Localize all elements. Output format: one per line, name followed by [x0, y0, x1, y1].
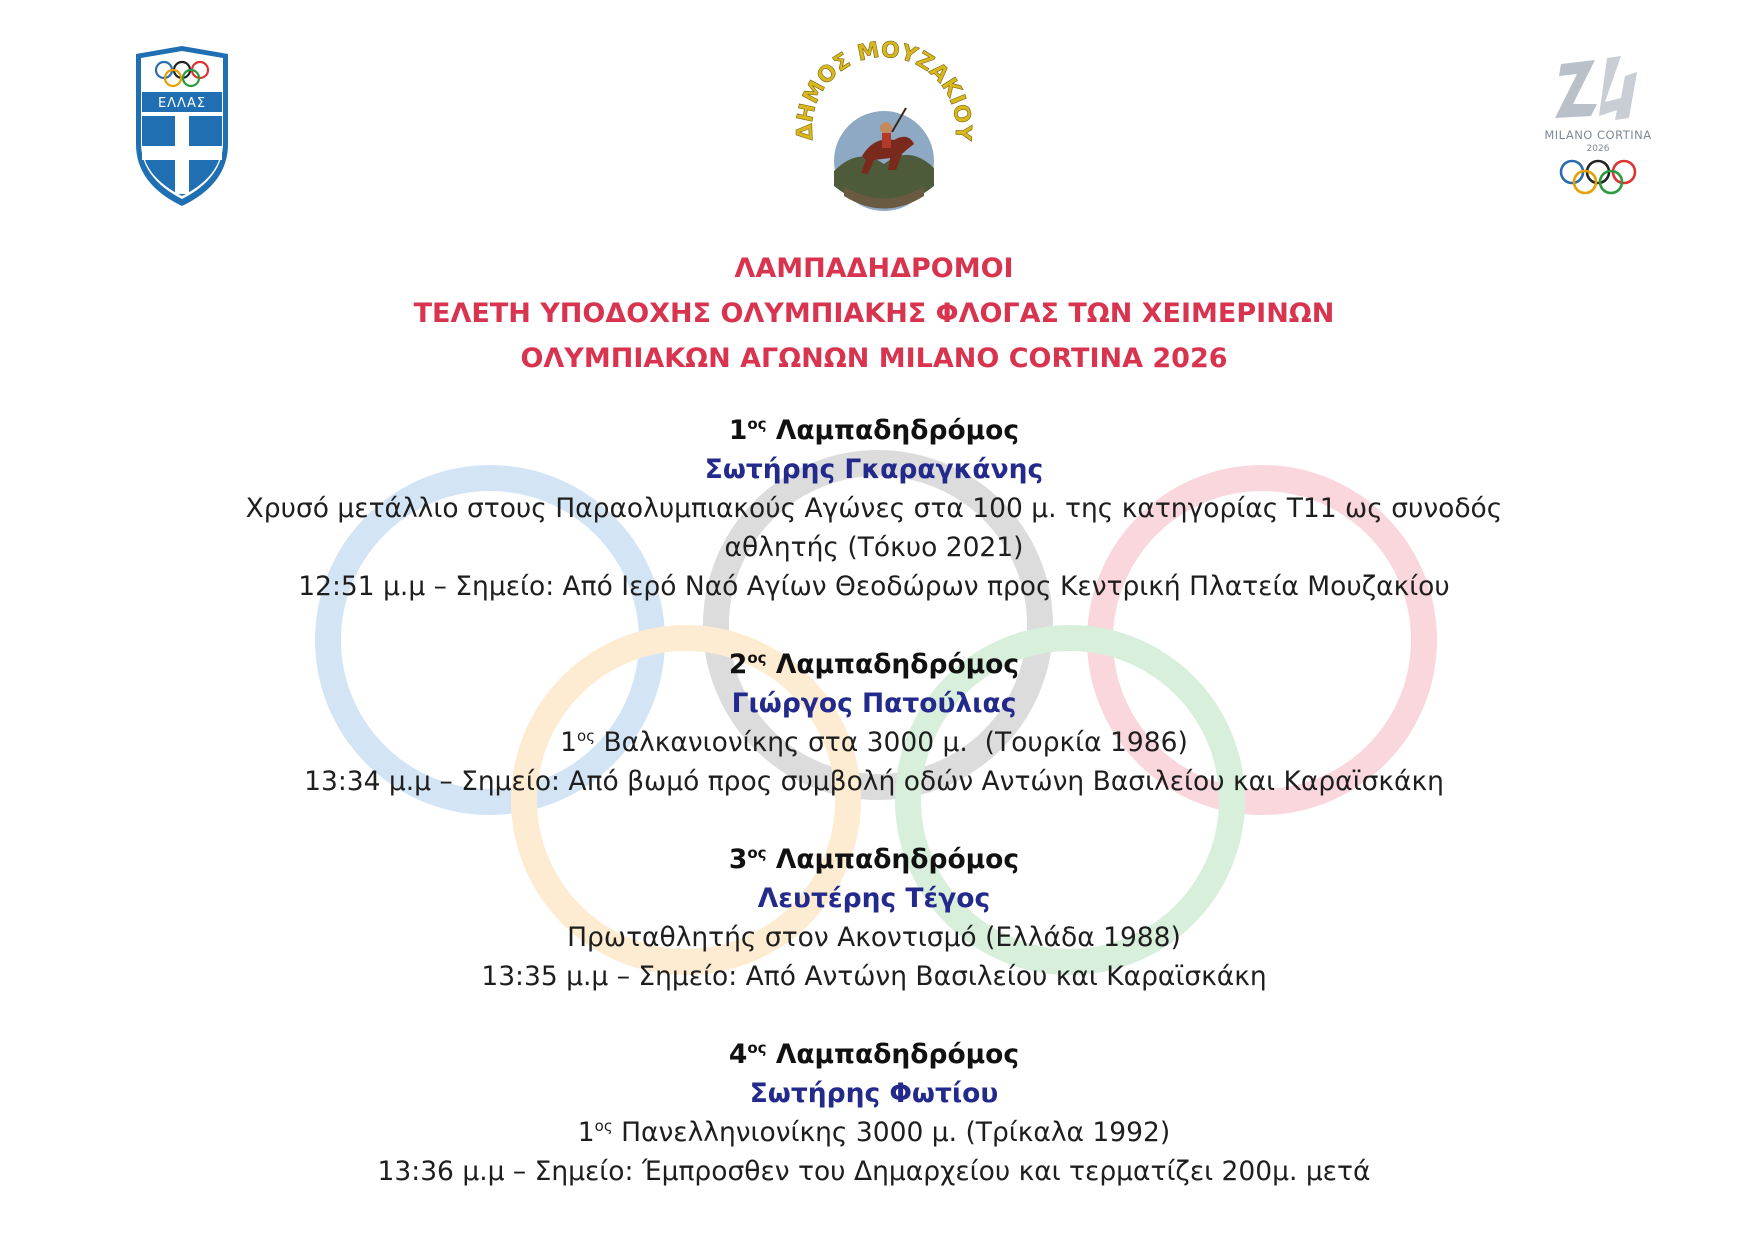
- runner-name: Σωτήρης Γκαραγκάνης: [704, 454, 1044, 485]
- title-line-3: ΟΛΥΜΠΙΑΚΩΝ ΑΓΩΝΩΝ MILANO CORTINA 2026: [520, 343, 1228, 374]
- runner-name: Σωτήρης Φωτίου: [749, 1078, 999, 1109]
- title-line-1: ΛΑΜΠΑΔΗΔΡΟΜΟΙ: [734, 253, 1014, 284]
- runner-name: Λευτέρης Τέγος: [757, 883, 991, 914]
- milano-cortina-wordmark: MILANO CORTINA: [1544, 128, 1652, 142]
- main-content: [0, 246, 1748, 1230]
- svg-text:ΕΛΛΑΣ: ΕΛΛΑΣ: [157, 96, 207, 111]
- runner-achievement: $1^{o\varsigma}$ Βαλκανιονίκης στα 3000 μ. (Τουρκία 1986): [560, 727, 1188, 758]
- runner-achievement: Χρυσό μετάλλιο στους Παραολυμπιακούς Αγώνες στα 100 μ. της κατηγορίας Τ11 ως συνοδός: [245, 493, 1503, 524]
- runner-heading: $1^{o\varsigma}$ Λαμπαδηδρόμος: [728, 415, 1020, 446]
- runner-achievement: Πρωταθλητής στον Ακοντισμό (Ελλάδα 1988): [567, 922, 1181, 953]
- runner-schedule: 12:51 μ.μ – Σημείο: Από Ιερό Ναό Αγίων Θεοδώρων προς Κεντρική Πλατεία Μουζακίου: [298, 571, 1450, 602]
- title-line-2: ΤΕΛΕΤΗ ΥΠΟΔΟΧΗΣ ΟΛΥΜΠΙΑΚΗΣ ΦΛΟΓΑΣ ΤΩΝ ΧΕΙΜΕΡΙΝΩΝ: [413, 298, 1335, 329]
- page-title: [0, 246, 1748, 381]
- runner-heading: $2^{o\varsigma}$ Λαμπαδηδρόμος: [728, 649, 1020, 680]
- milano-cortina-2026-logo: [1525, 46, 1671, 206]
- milano-cortina-year: 2026: [1586, 144, 1610, 154]
- svg-text:ΔΗΜΟΣ ΜΟΥΖΑΚΙΟΥ: ΔΗΜΟΣ ΜΟΥΖΑΚΙΟΥ: [792, 37, 976, 142]
- runner-schedule: 13:35 μ.μ – Σημείο: Από Αντώνη Βασιλείου και Καραϊσκάκη: [481, 961, 1267, 992]
- runners-list: [0, 411, 1748, 1191]
- runner-schedule: 13:36 μ.μ – Σημείο: Έμπροσθεν του Δημαρχείου και τερματίζει 200μ. μετά: [377, 1156, 1371, 1187]
- runner-2: [0, 645, 1748, 801]
- runner-achievement: $1^{o\varsigma}$ Πανελληνιονίκης 3000 μ. (Τρίκαλα 1992): [577, 1117, 1171, 1148]
- runner-1: [0, 411, 1748, 606]
- runner-heading: $3^{o\varsigma}$ Λαμπαδηδρόμος: [728, 844, 1020, 875]
- runner-heading: $4^{o\varsigma}$ Λαμπαδηδρόμος: [728, 1039, 1020, 1070]
- runner-4: [0, 1035, 1748, 1191]
- runner-schedule: 13:34 μ.μ – Σημείο: Από βωμό προς συμβολή οδών Αντώνη Βασιλείου και Καραϊσκάκη: [304, 766, 1444, 797]
- runner-3: [0, 840, 1748, 996]
- runner-name: Γιώργος Πατούλιας: [731, 688, 1017, 719]
- municipality-logo: [784, 36, 984, 216]
- hellenic-olympic-committee-logo: [132, 44, 232, 209]
- runner-achievement-cont: αθλητής (Τόκυο 2021): [724, 532, 1024, 563]
